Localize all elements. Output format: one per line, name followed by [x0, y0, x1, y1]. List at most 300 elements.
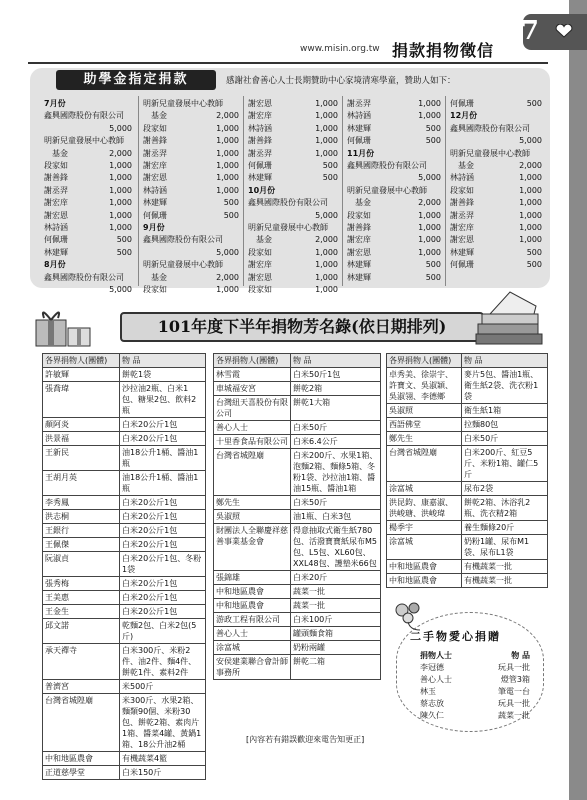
donation-amount: 1,000 [519, 198, 542, 208]
donor-name: 基金 [458, 161, 474, 171]
donation-amount: 500 [425, 123, 441, 133]
donation-amount: 1,000 [315, 272, 338, 282]
table-row [387, 482, 548, 496]
donation-row [44, 272, 132, 284]
donor-name: 明新兒童發展中心教師 [347, 185, 427, 195]
donor-cell: 張秀梅 [43, 577, 120, 591]
donation-row [44, 110, 132, 122]
donation-row [248, 123, 338, 135]
table-row [43, 471, 206, 496]
donor-name: 12月份 [450, 111, 478, 121]
donation-amount: 1,000 [315, 99, 338, 108]
donor-cell: 中和地區農會 [43, 752, 120, 766]
donor-name: 鑫興國際股份有限公司 [143, 235, 223, 245]
table-row [43, 619, 206, 644]
table-row [43, 368, 206, 382]
donation-amount: 5,000 [109, 285, 132, 295]
item-cell: 尿布2袋 [462, 482, 548, 496]
donation-amount: 1,000 [315, 285, 338, 295]
donation-amount: 1,000 [418, 210, 441, 220]
donation-row [450, 123, 542, 135]
donation-amount: 1,000 [418, 235, 441, 245]
table-row [43, 496, 206, 510]
donation-row [44, 222, 132, 234]
gift-box-icon [30, 300, 98, 352]
donor-name: 謝丞羿 [143, 148, 167, 158]
item-cell: 麥片5包、醬油1瓶、衛生紙2袋、洗衣粉1袋 [462, 368, 548, 404]
item-cell: 白米200斤、紅豆5斤、米粉1箱、罐仁5斤 [462, 446, 548, 482]
donation-amount: 1,000 [519, 185, 542, 195]
table-row [214, 421, 381, 435]
donor-name: 7月份 [44, 99, 66, 108]
donor-name: 謝丞羿 [347, 99, 371, 108]
donor-name: 8月份 [44, 260, 66, 270]
donation-row [248, 259, 338, 271]
secondhand-title: 二手物愛心捐贈 [410, 630, 501, 643]
donation-row [44, 160, 132, 172]
donation-amount: 2,000 [109, 148, 132, 158]
donor-name: 林建輝 [347, 123, 371, 133]
donation-amount: 500 [526, 99, 542, 108]
donor-name: 林詩涵 [450, 173, 474, 183]
donor-cell: 西語佛堂 [387, 418, 462, 432]
donor-name: 段家如 [143, 285, 167, 295]
table-row [43, 552, 206, 577]
donation-row [143, 234, 239, 246]
donor-name: 林建輝 [248, 173, 272, 183]
donor-name: 何佩珊 [450, 99, 474, 108]
donor-cell: 洪志桐 [43, 510, 120, 524]
donor-name: 何佩珊 [248, 161, 272, 171]
donation-row [248, 222, 338, 234]
donor-cell: 王美惠 [43, 591, 120, 605]
donation-amount: 1,000 [109, 161, 132, 171]
donor-name: 段家如 [44, 161, 68, 171]
item-cell: 油1瓶、白米3包 [291, 510, 381, 524]
item-cell: 餅乾2箱 [291, 382, 381, 396]
table-row [43, 418, 206, 432]
donor-name: 林建輝 [347, 260, 371, 270]
donation-amount: 1,000 [315, 111, 338, 121]
table-row [214, 613, 381, 627]
donor-name: 林詩涵 [347, 111, 371, 121]
donation-row [143, 247, 239, 259]
table-row [387, 521, 548, 535]
donation-row [143, 210, 239, 222]
donation-amount: 1,000 [216, 136, 239, 146]
donation-row [347, 172, 441, 184]
item-cell: 沙拉油2瓶、白米1包、糖果2包、飲料2瓶 [120, 382, 206, 418]
donor-name: 鑫興國際股份有限公司 [44, 111, 124, 121]
donor-name: 段家如 [347, 210, 371, 220]
donation-amount: 1,000 [418, 247, 441, 257]
donation-row [248, 160, 338, 172]
item-cell: 白米20公斤1包 [120, 524, 206, 538]
donor-name: 林建輝 [143, 198, 167, 208]
donation-row [44, 123, 132, 135]
side-strip [569, 0, 587, 800]
column-divider [342, 96, 343, 286]
donation-row [450, 234, 542, 246]
item-name: 燈管3箱 [500, 675, 530, 684]
in-kind-table-3 [386, 353, 548, 588]
donor-cell: 王金生 [43, 605, 120, 619]
table-row [387, 560, 548, 574]
donation-row [44, 185, 132, 197]
donation-row [248, 135, 338, 147]
donor-cell: 中和地區農會 [387, 574, 462, 588]
item-cell: 白米20公斤1包 [120, 510, 206, 524]
donor-name: 鑫興國際股份有限公司 [44, 272, 124, 282]
donor-cell: 游政工程有限公司 [214, 613, 291, 627]
donation-row [143, 110, 239, 122]
donor-name: 李冠德 [420, 663, 444, 672]
donation-amount: 1,000 [315, 260, 338, 270]
donation-row [44, 247, 132, 259]
item-cell: 奶粉兩罐 [291, 641, 381, 655]
donor-name: 謝宏庠 [248, 111, 272, 121]
donor-name: 謝宏恩 [450, 235, 474, 245]
donor-name: 10月份 [248, 185, 276, 195]
donor-name: 謝宏庠 [450, 223, 474, 233]
donor-cell: 邱文諾 [43, 619, 120, 644]
table-row [214, 627, 381, 641]
donor-name: 謝宏庠 [143, 161, 167, 171]
donation-row [44, 172, 132, 184]
table-row [387, 496, 548, 521]
item-name: 筆電一台 [498, 687, 530, 696]
table-row [387, 404, 548, 418]
table-row [43, 766, 206, 780]
item-name: 蔬菜一批 [498, 711, 530, 720]
donor-name: 林建輝 [450, 247, 474, 257]
donation-row [248, 148, 338, 160]
donation-row [248, 197, 338, 209]
donor-name: 林建輝 [347, 272, 371, 282]
donor-name: 何佩珊 [450, 260, 474, 270]
donation-row [143, 197, 239, 209]
donor-name: 謝宏庠 [44, 198, 68, 208]
donation-row [347, 185, 441, 197]
donor-name: 謝宏恩 [248, 272, 272, 282]
donor-cell: 楊季宇 [387, 521, 462, 535]
table-row [387, 432, 548, 446]
donation-row [347, 197, 441, 209]
donation-amount: 2,000 [519, 161, 542, 171]
item-name: 玩具一批 [498, 699, 530, 708]
column-header-item: 物 品 [291, 354, 381, 368]
item-cell: 有機蔬菜4籃 [120, 752, 206, 766]
item-cell: 罐頭麵食箱 [291, 627, 381, 641]
table-row [214, 368, 381, 382]
table-row [43, 577, 206, 591]
donor-name: 11月份 [347, 148, 375, 158]
donation-row [248, 234, 338, 246]
item-cell: 養生麵條20斤 [462, 521, 548, 535]
donor-cell: 王胡月英 [43, 471, 120, 496]
donor-name: 謝宏庠 [347, 235, 371, 245]
donation-amount: 1,000 [109, 173, 132, 183]
donation-row [143, 259, 239, 271]
donation-column-2 [143, 98, 239, 297]
donation-amount: 1,000 [315, 247, 338, 257]
donation-amount: 500 [116, 235, 132, 245]
donation-row [450, 222, 542, 234]
donation-row [143, 148, 239, 160]
donation-row [143, 98, 239, 110]
donation-row [450, 160, 542, 172]
donor-name: 段家如 [450, 185, 474, 195]
column-header-donor: 各界捐物人(團體) [387, 354, 462, 368]
donation-amount: 1,000 [216, 148, 239, 158]
donation-amount: 1,000 [418, 111, 441, 121]
donation-amount: 500 [526, 247, 542, 257]
donor-cell: 中和地區農會 [214, 599, 291, 613]
donor-cell: 財團法人全聯慶祥慈善事業基金會 [214, 524, 291, 571]
secondhand-list [420, 650, 530, 722]
donor-cell: 台灣省城隍廟 [43, 694, 120, 752]
donation-row [248, 272, 338, 284]
donation-row [143, 123, 239, 135]
donation-row [450, 259, 542, 271]
donor-name: 謝善鋒 [143, 136, 167, 146]
page-title: 捐款捐物徵信 [392, 41, 495, 60]
donation-column-1 [44, 98, 132, 297]
donor-cell: 普濟宮 [43, 680, 120, 694]
item-cell: 白米20公斤1包 [120, 496, 206, 510]
table-row [214, 396, 381, 421]
donation-row [347, 234, 441, 246]
column-header-item: 物 品 [120, 354, 206, 368]
item-cell: 得意抽取式衛生紙780包、活潑寶寶紙尿布M5包、L5包、XL60包、XXL48包、護墊米66包 [291, 524, 381, 571]
donation-row [248, 110, 338, 122]
donor-cell: 承天禪寺 [43, 644, 120, 680]
donor-name: 謝宏恩 [347, 247, 371, 257]
donor-cell: 顏阿炎 [43, 418, 120, 432]
donor-cell: 涂富城 [387, 535, 462, 560]
table-row [214, 510, 381, 524]
donor-name: 基金 [52, 148, 68, 158]
item-cell: 白米20公斤1包 [120, 418, 206, 432]
donation-amount: 500 [425, 260, 441, 270]
item-cell: 白米20公斤1包、冬粉1袋 [120, 552, 206, 577]
donation-row [347, 135, 441, 147]
flower-icon [390, 598, 432, 632]
column-divider [138, 96, 139, 286]
donor-cell: 李秀鳳 [43, 496, 120, 510]
donation-row [347, 259, 441, 271]
books-icon [470, 284, 550, 350]
donor-name: 段家如 [248, 285, 272, 295]
donation-amount: 1,000 [519, 223, 542, 233]
donor-name: 陳久仁 [420, 711, 444, 720]
donation-row [143, 172, 239, 184]
donation-row [347, 98, 441, 110]
table-row [43, 644, 206, 680]
table-row [214, 641, 381, 655]
donor-cell: 中和地區農會 [387, 560, 462, 574]
donor-name: 林建輝 [44, 247, 68, 257]
item-cell: 奶粉1罐、尿布M1袋、尿布L1袋 [462, 535, 548, 560]
donation-amount: 5,000 [519, 136, 542, 146]
donor-cell: 吳淑照 [387, 404, 462, 418]
column-divider [243, 96, 244, 286]
donation-amount: 500 [322, 161, 338, 171]
table-row [214, 382, 381, 396]
donation-row [248, 185, 338, 197]
donation-amount: 500 [526, 260, 542, 270]
donation-column-3 [248, 98, 338, 297]
item-cell: 白米20公斤1包 [120, 605, 206, 619]
list-item [420, 686, 530, 698]
item-cell: 白米20斤 [291, 571, 381, 585]
donor-name: 鑫興國際股份有限公司 [347, 161, 427, 171]
item-cell: 白米20公斤1包 [120, 577, 206, 591]
donation-row [44, 210, 132, 222]
donation-amount: 5,000 [315, 210, 338, 220]
donor-cell: 中和地區農會 [214, 585, 291, 599]
donor-cell: 阮淑貞 [43, 552, 120, 577]
donation-amount: 1,000 [216, 285, 239, 295]
donation-amount: 500 [223, 210, 239, 220]
donation-row [450, 185, 542, 197]
donation-row [450, 210, 542, 222]
donation-amount: 2,000 [216, 111, 239, 121]
table-row [387, 446, 548, 482]
table-row [43, 538, 206, 552]
item-cell: 白米6.4公斤 [291, 435, 381, 449]
table-row [387, 574, 548, 588]
donor-name: 鑫興國際股份有限公司 [248, 198, 328, 208]
donation-row [44, 197, 132, 209]
donation-row [44, 148, 132, 160]
item-cell: 有機蔬菜一批 [462, 560, 548, 574]
donor-name: 林玉 [420, 687, 436, 696]
donor-cell: 鄭先生 [387, 432, 462, 446]
donation-amount: 2,000 [315, 235, 338, 245]
list-item [420, 698, 530, 710]
item-cell: 油18公升1桶、醬油1瓶 [120, 446, 206, 471]
table-row [214, 655, 381, 680]
donor-name: 何佩珊 [44, 235, 68, 245]
donor-cell: 安侯建業聯合會計師事務所 [214, 655, 291, 680]
donation-row [248, 98, 338, 110]
donation-banner: 助學金指定捐款 [56, 70, 216, 90]
item-cell: 白米50斤 [291, 496, 381, 510]
donation-amount: 5,000 [216, 247, 239, 257]
donor-name: 基金 [256, 235, 272, 245]
table-row [214, 449, 381, 496]
donation-amount: 1,000 [216, 123, 239, 133]
donor-cell: 卓秀美、徐崇宇、許寶文、吳淑穎、吳淑翎、李德鄉 [387, 368, 462, 404]
donation-amount: 1,000 [109, 185, 132, 195]
table-row [387, 535, 548, 560]
donation-amount: 1,000 [519, 173, 542, 183]
donation-amount: 2,000 [216, 272, 239, 282]
donation-row [248, 284, 338, 296]
donation-row [44, 234, 132, 246]
donor-name: 基金 [151, 272, 167, 282]
table-row [214, 435, 381, 449]
donation-row [44, 284, 132, 296]
donor-cell: 正道慈學堂 [43, 766, 120, 780]
donation-row [248, 210, 338, 222]
donation-row [347, 160, 441, 172]
donor-name: 明新兒童發展中心教師 [450, 148, 530, 158]
donor-name: 林詩涵 [44, 223, 68, 233]
item-cell: 餅乾2箱、沐浴乳2瓶、洗衣精2箱 [462, 496, 548, 521]
item-cell: 油18公升1桶、醬油1瓶 [120, 471, 206, 496]
donor-name: 明新兒童發展中心教師 [143, 260, 223, 270]
item-cell: 白米20公斤1包 [120, 538, 206, 552]
donor-name: 蔡志放 [420, 699, 444, 708]
donor-cell: 善心人士 [214, 421, 291, 435]
item-cell: 白米50斤1包 [291, 368, 381, 382]
donation-amount: 1,000 [109, 223, 132, 233]
item-cell: 蔬菜一批 [291, 599, 381, 613]
donation-amount: 1,000 [519, 235, 542, 245]
donor-cell: 涂富城 [214, 641, 291, 655]
donation-amount: 1,000 [216, 161, 239, 171]
item-cell: 白米50斤 [462, 432, 548, 446]
table-row [43, 605, 206, 619]
donor-name: 謝丞羿 [450, 210, 474, 220]
item-cell: 白米50斤 [291, 421, 381, 435]
item-cell: 乾麵2包、白米2包(5斤) [120, 619, 206, 644]
item-cell: 白米300斤、米粉2件、油2件、麵4件、餅乾1件、素料2件 [120, 644, 206, 680]
donation-amount: 5,000 [109, 123, 132, 133]
donor-name: 基金 [355, 198, 371, 208]
donation-amount: 1,000 [418, 223, 441, 233]
table-row [214, 571, 381, 585]
donor-name: 明新兒童發展中心教師 [44, 136, 124, 146]
donation-row [450, 135, 542, 147]
donor-cell: 鄭先生 [214, 496, 291, 510]
donor-name: 謝宏恩 [143, 173, 167, 183]
donor-cell: 善心人士 [214, 627, 291, 641]
correction-note: [內容若有錯誤歡迎來電告知更正] [246, 735, 365, 744]
table-row [43, 510, 206, 524]
secondhand-header-item: 物 品 [511, 651, 530, 660]
donation-row [143, 135, 239, 147]
table-row [387, 418, 548, 432]
donor-name: 鑫興國際股份有限公司 [450, 123, 530, 133]
item-cell: 白米200斤、水果1箱、泡麵2箱、麵條5箱、冬粉1袋、沙拉油1箱、醬油15瓶、醬油1箱 [291, 449, 381, 496]
donor-name: 林詩涵 [248, 123, 272, 133]
table-row [214, 496, 381, 510]
donor-cell: 許敏輝 [43, 368, 120, 382]
donor-name: 謝善鋒 [248, 136, 272, 146]
donor-cell: 台灣省城隍廟 [387, 446, 462, 482]
item-cell: 米500斤 [120, 680, 206, 694]
donor-name: 9月份 [143, 223, 165, 233]
heart-icon [555, 24, 573, 38]
donor-name: 何佩珊 [143, 210, 167, 220]
header-divider [28, 62, 548, 64]
list-item [420, 662, 530, 674]
page-number: 7 [520, 16, 539, 46]
donation-amount: 1,000 [216, 173, 239, 183]
donation-amount: 1,000 [315, 123, 338, 133]
donation-amount: 500 [322, 173, 338, 183]
donation-amount: 500 [425, 136, 441, 146]
donor-name: 謝善鋒 [347, 223, 371, 233]
donor-name: 段家如 [248, 247, 272, 257]
in-kind-table-1 [42, 353, 206, 780]
secondhand-header-donor: 捐物人士 [420, 651, 452, 660]
donor-name: 謝丞羿 [44, 185, 68, 195]
item-cell: 餅乾1袋 [120, 368, 206, 382]
